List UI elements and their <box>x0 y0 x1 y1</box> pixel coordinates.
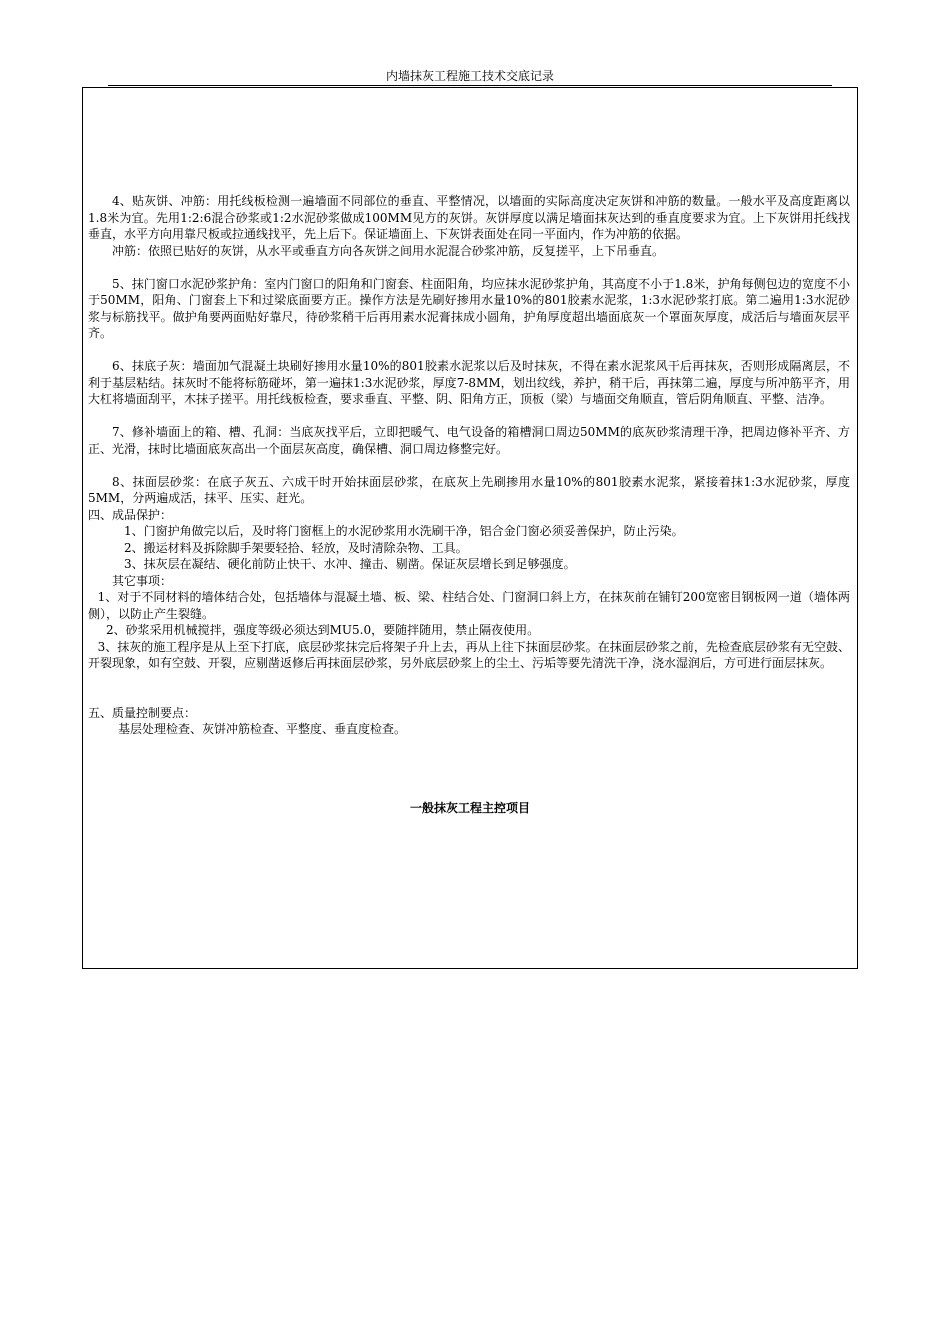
paragraph-step-6: 6、抹底子灰：墙面加气混凝土块刷好掺用水量10%的801胶素水泥浆以后及时抹灰，不得在素水泥浆风干后再抹灰，否则形成隔离层，不利于基层粘结。抹灰时不能将标筋碰坏，第一遍抹1:3水泥砂浆，厚度7-8MM，划出纹线，养护，稍干后，再抹第二遍，厚度与所冲筋平齐，用大杠将墙面刮平，木抹子搓平。用托线板检查，要求垂直、平整、阴、阳角方正，顶板（梁）与墙面交角顺直，管后阴角顺直、平整、洁净。 <box>88 359 850 406</box>
other-matters-heading: 其它事项： <box>112 573 173 588</box>
paragraph-step-7: 7、修补墙面上的箱、槽、孔洞：当底灰找平后，立即把暖气、电气设备的箱槽洞口周边50MM的底灰砂浆清理干净，把周边修补平齐、方正、光滑，抹时比墙面底灰高出一个面层灰高度，确保槽、洞口周边修整完好。 <box>88 425 850 456</box>
paragraph-step-8: 8、抹面层砂浆：在底子灰五、六成干时开始抹面层砂浆，在底灰上先刷掺用水量10%的801胶素水泥浆，紧接着抹1:3水泥砂浆，厚度5MM，分两遍成活，抹平、压实、赶光。 <box>88 474 850 505</box>
other-matters-item-1: 1、对于不同材料的墙体结合处，包括墙体与混凝土墙、板、梁、柱结合处、门窗洞口斜上方，在抹灰前在铺钉200宽密目钢板网一道（墙体两侧），以防止产生裂缝。 <box>88 590 850 621</box>
document-title: 内墙抹灰工程施工技术交底记录 <box>108 67 832 86</box>
paragraph-step-5: 5、抹门窗口水泥砂浆护角：室内门窗口的阳角和门窗套、柱面阳角，均应抹水泥砂浆护角，其高度不小于1.8米，护角每侧包边的宽度不小于50MM，阳角、门窗套上下和过梁底面要方正。操作方法是先刷好掺用水量10%的801胶素水泥浆，1:3水泥砂浆打底。第二遍用1:3水泥砂浆与标筋找平。做护角要两面贴好靠尺，待砂浆稍干后再用素水泥膏抹成小圆角，护角厚度超出墙面底灰一个罩面灰厚度，成活后与墙面灰层平齐。 <box>88 276 850 340</box>
section-4-item-3: 3、抹灰层在凝结、硬化前防止快干、水冲、撞击、剔凿。保证灰层增长到足够强度。 <box>124 557 576 571</box>
paragraph-step-4: 4、贴灰饼、冲筋：用托线板检测一遍墙面不同部位的垂直、平整情况，以墙面的实际高度决定灰饼和冲筋的数量。一般水平及高度距离以1.8米为宜。先用1:2:6混合砂浆或1:2水泥砂浆做成100MM见方的灰饼。灰饼厚度以满足墙面抹灰达到的垂直度要求为宜。上下灰饼用托线找垂直，水平方向用靠尺板或拉通线找平，先上后下。保证墙面上、下灰饼表面处在同一平面内，作为冲筋的依据。 <box>88 194 850 241</box>
section-5-heading: 五、质量控制要点： <box>88 705 197 720</box>
section-4-heading: 四、成品保护： <box>88 507 173 522</box>
section-4-item-2: 2、搬运材料及拆除脚手架要轻拾、轻放，及时清除杂物、工具。 <box>124 540 468 555</box>
other-matters-item-3: 3、抹灰的施工程序是从上至下打底，底层砂浆抹完后将架子升上去，再从上往下抹面层砂浆。在抹面层砂浆之前，先检查底层砂浆有无空鼓、开裂现象，如有空鼓、开裂，应剔凿返修后再抹面层砂浆，另外底层砂浆上的尘土、污垢等要先清洗干净，浇水湿润后，方可进行面层抹灰。 <box>88 639 850 670</box>
paragraph-step-4-ribs: 冲筋：依照已贴好的灰饼，从水平或垂直方向各灰饼之间用水泥混合砂浆冲筋，反复搓平，上下吊垂直。 <box>112 243 665 258</box>
other-matters-item-2: 2、砂浆采用机械搅拌，强度等级必须达到MU5.0，要随拌随用，禁止隔夜使用。 <box>106 623 540 637</box>
document-body <box>88 193 850 738</box>
section-4-item-1: 1、门窗护角做完以后，及时将门窗框上的水泥砂浆用水洗刷干净，铝合金门窗必须妥善保护，防止污染。 <box>124 524 684 538</box>
section-5-item: 基层处理检查、灰饼冲筋检查、平整度、垂直度检查。 <box>118 722 407 736</box>
main-control-items-heading: 一般抹灰工程主控项目 <box>409 801 530 815</box>
